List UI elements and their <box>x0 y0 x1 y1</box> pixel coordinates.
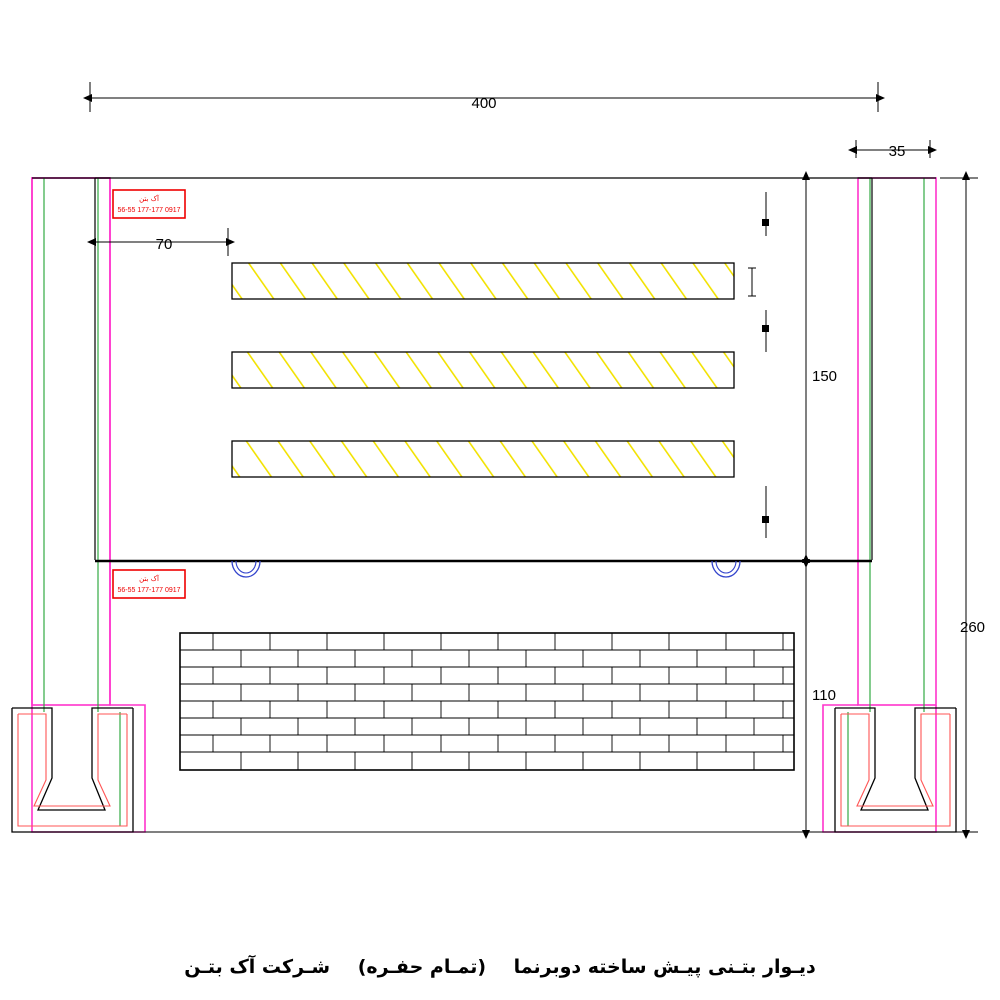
dimension-upper-height <box>770 178 818 561</box>
stamp-bottom-line2: 56-55 177-177 0917 <box>117 587 181 594</box>
dimension-value-260: 260 <box>960 619 986 636</box>
dimension-value-70: 70 <box>155 236 173 253</box>
stamp-bottom-line1: آک بتن <box>139 575 159 583</box>
caption-middle: (تمـام حفـره) <box>357 956 487 978</box>
stamp-top-line2: 56-55 177-177 0917 <box>117 207 181 214</box>
caption-right: دیـوار بتـنی پیـش ساخته دوبرنما <box>513 956 816 978</box>
right-concrete-post <box>823 178 956 832</box>
slab-2 <box>232 352 734 388</box>
stamp-top-line1: آک بتن <box>139 195 159 203</box>
slab-1 <box>232 263 734 299</box>
mid-beam-line <box>95 561 872 577</box>
dimension-value-150: 150 <box>812 368 838 385</box>
dimension-value-400: 400 <box>471 95 497 112</box>
caption-left: شـرکت آک بتـن <box>184 956 331 978</box>
left-concrete-post <box>12 178 145 832</box>
slab-3 <box>232 441 734 477</box>
brick-infill-panel <box>180 633 794 770</box>
dimension-value-110: 110 <box>812 687 836 704</box>
slab-spacing-ticks <box>748 192 769 538</box>
dimension-total-height <box>900 178 978 832</box>
stamp-top <box>113 190 185 218</box>
drawing-caption <box>0 956 1000 978</box>
dimension-value-35: 35 <box>888 143 906 160</box>
stamp-bottom <box>113 570 185 598</box>
